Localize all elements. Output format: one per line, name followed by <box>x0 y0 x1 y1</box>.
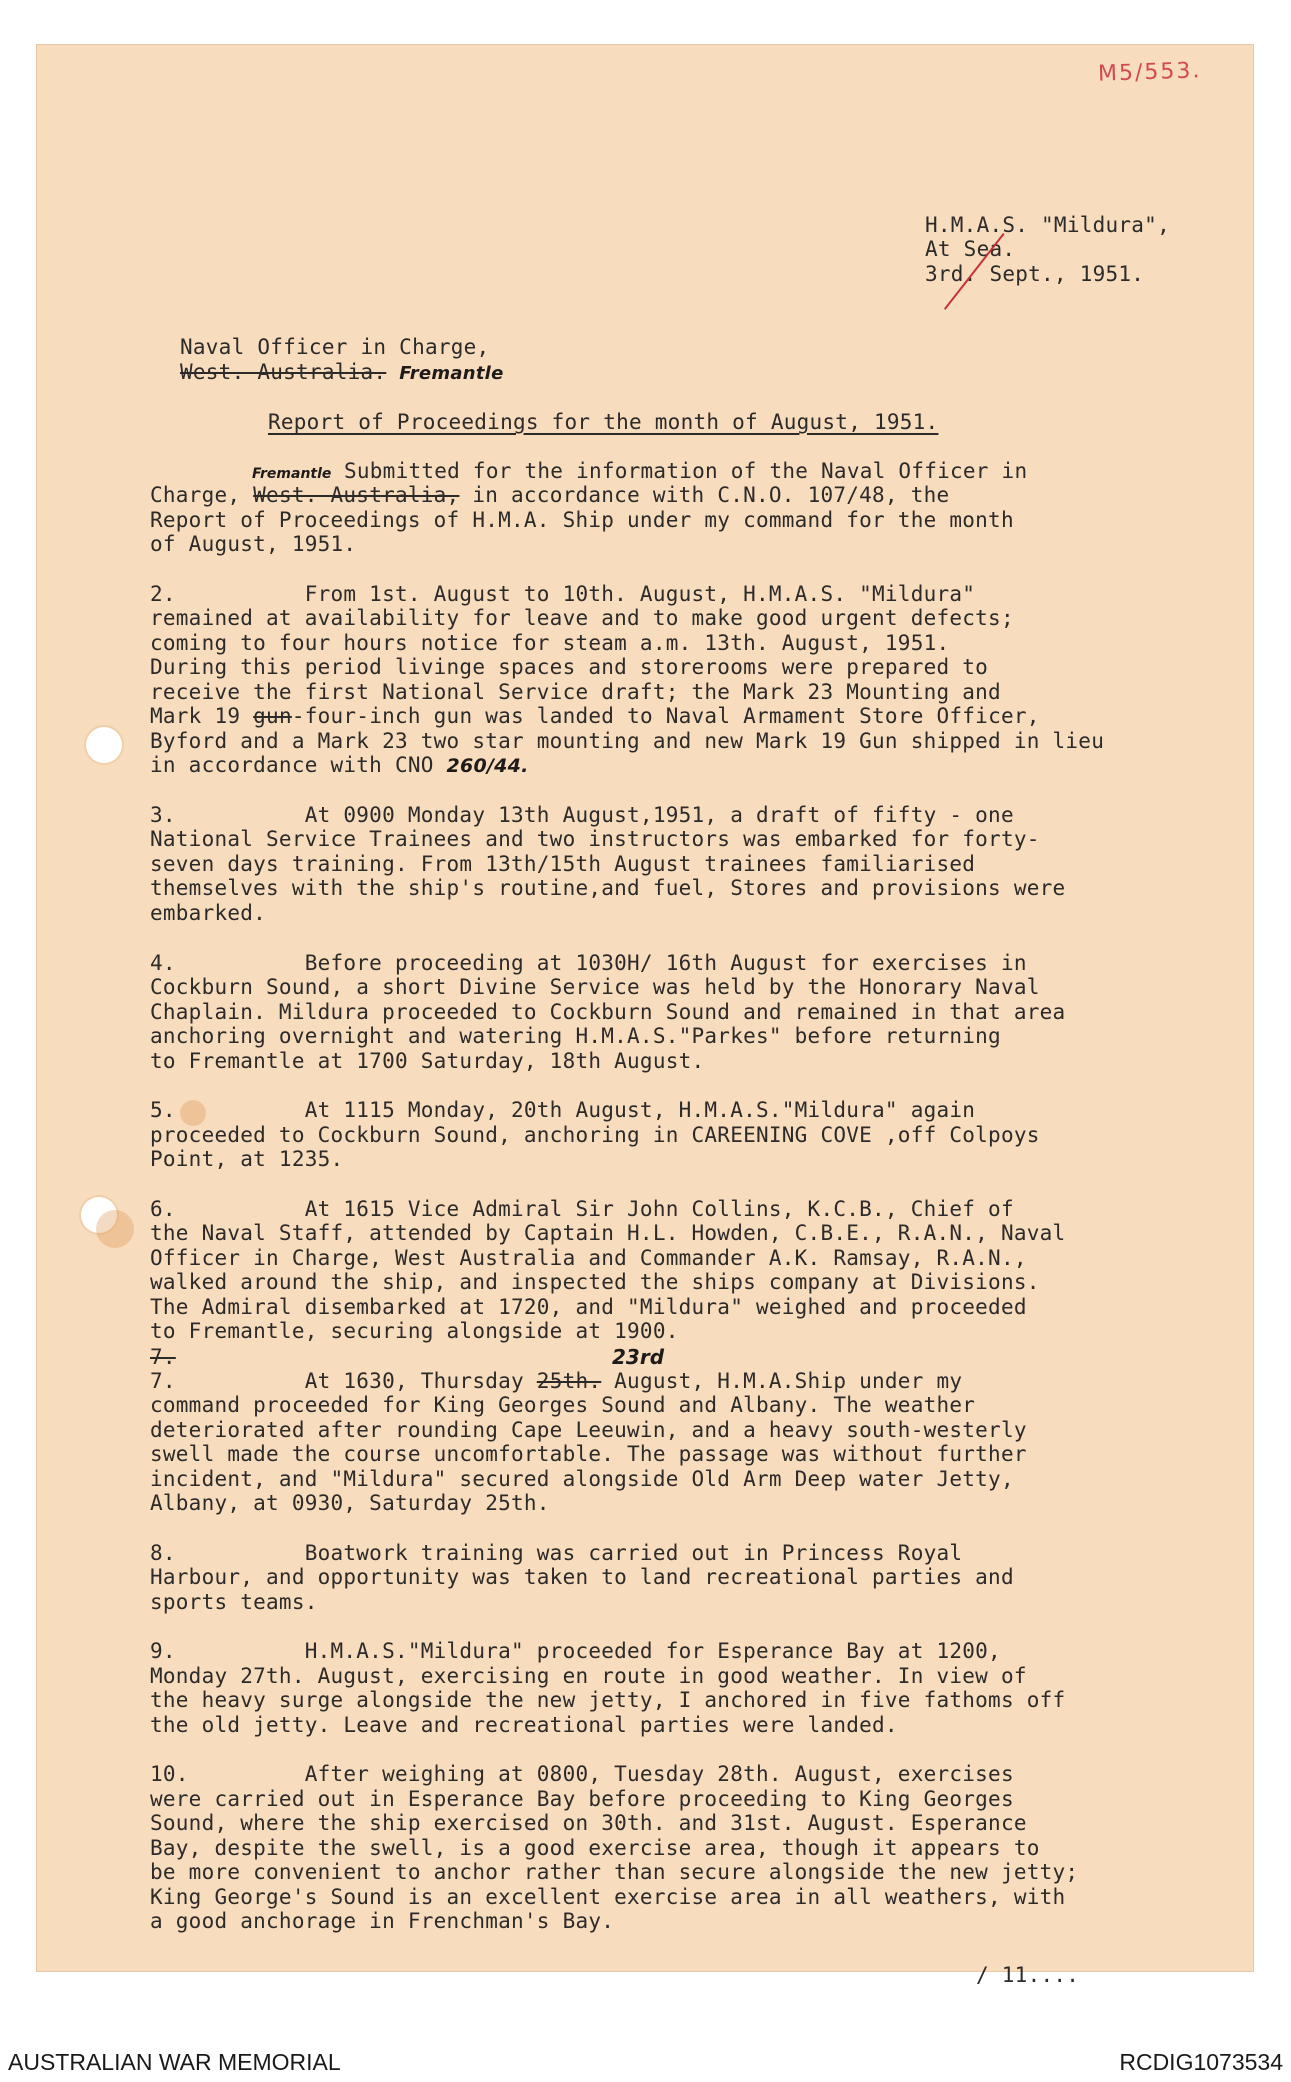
para4-line: Chaplain. Mildura proceeded to Cockburn Sound and remained in that area <box>150 1000 1066 1024</box>
para7-line: incident, and "Mildura" secured alongside Old Arm Deep water Jetty, <box>150 1467 1014 1491</box>
para7-line: deteriorated after rounding Cape Leeuwin, and a heavy south-westerly <box>150 1418 1027 1442</box>
para9-line: 9. H.M.A.S."Mildura" proceeded for Esperance Bay at 1200, <box>150 1639 1001 1663</box>
para2-line: During this period livinge spaces and storerooms were prepared to <box>150 655 989 679</box>
para3-line: National Service Trainees and two instructors was embarked for forty- <box>150 827 1040 851</box>
para6-line: The Admiral disembarked at 1720, and "Mildura" weighed and proceeded <box>150 1295 1027 1319</box>
addressee-location: West. Australia. Fremantle <box>180 360 504 384</box>
archive-reference: M5/553. <box>1097 58 1202 87</box>
para4-line: to Fremantle at 1700 Saturday, 18th August. <box>150 1049 705 1073</box>
para1-line: Charge, West. Australia, in accordance with C.N.O. 107/48, the <box>150 483 950 507</box>
para4-line: 4. Before proceeding at 1030H/ 16th August for exercises in <box>150 951 1027 975</box>
punch-hole <box>86 727 122 763</box>
continuation-marker: / 11.... <box>976 1963 1080 1987</box>
para2-line: Byford and a Mark 23 two star mounting and new Mark 19 Gun shipped in lieu <box>150 729 1105 753</box>
para7-line: 7. At 1630, Thursday 25th. August, H.M.A.Ship under my <box>150 1369 963 1393</box>
struck-paragraph-number: 7. <box>150 1345 176 1369</box>
para1-line: of August, 1951. <box>150 532 357 556</box>
para5-line: 5. At 1115 Monday, 20th August, H.M.A.S."Mildura" again <box>150 1098 976 1122</box>
para3-line: embarked. <box>150 901 267 925</box>
para9-line: the heavy surge alongside the new jetty, I anchored in five fathoms off <box>150 1688 1066 1712</box>
footer-record-id: RCDIG1073534 <box>1119 2049 1283 2075</box>
para10-line: a good anchorage in Frenchman's Bay. <box>150 1909 615 1933</box>
report-title: Report of Proceedings for the month of August, 1951. <box>268 410 939 434</box>
para10-line: King George's Sound is an excellent exercise area in all weathers, with <box>150 1885 1066 1909</box>
handwritten-date: 23rd <box>612 1345 665 1369</box>
para4-line: Cockburn Sound, a short Divine Service was held by the Honorary Naval <box>150 975 1040 999</box>
para6-line: to Fremantle, securing alongside at 1900. <box>150 1319 679 1343</box>
para2-line: in accordance with CNO 260/44. <box>150 753 529 777</box>
para10-line: be more convenient to anchor rather than secure alongside the new jetty; <box>150 1860 1079 1884</box>
location-line: At Sea. <box>925 237 1016 261</box>
para10-line: Sound, where the ship exercised on 30th. and 31st. August. Esperance <box>150 1811 1027 1835</box>
para6-line: walked around the ship, and inspected the ships company at Divisions. <box>150 1270 1040 1294</box>
para9-line: Monday 27th. August, exercising en route in good weather. In view of <box>150 1664 1027 1688</box>
para10-line: were carried out in Esperance Bay before proceeding to King Georges <box>150 1787 1014 1811</box>
handwritten-insert: Fremantle <box>252 466 332 482</box>
ship-name-line: H.M.A.S. "Mildura", <box>925 213 1170 237</box>
para6-line: the Naval Staff, attended by Captain H.L. Howden, C.B.E., R.A.N., Naval <box>150 1221 1066 1245</box>
para2-line: Mark 19 gun-four-inch gun was landed to Naval Armament Store Officer, <box>150 704 1040 728</box>
para7-line: Albany, at 0930, Saturday 25th. <box>150 1491 550 1515</box>
para4-line: anchoring overnight and watering H.M.A.S."Parkes" before returning <box>150 1024 1001 1048</box>
para8-line: 8. Boatwork training was carried out in Princess Royal <box>150 1541 963 1565</box>
stain-mark <box>96 1210 134 1248</box>
para7-line: swell made the course uncomfortable. The passage was without further <box>150 1442 1027 1466</box>
para5-line: Point, at 1235. <box>150 1147 344 1171</box>
para3-line: 3. At 0900 Monday 13th August,1951, a draft of fifty - one <box>150 803 1014 827</box>
para2-line: coming to four hours notice for steam a.m. 13th. August, 1951. <box>150 631 950 655</box>
para10-line: 10. After weighing at 0800, Tuesday 28th. August, exercises <box>150 1762 1014 1786</box>
para10-line: Bay, despite the swell, is a good exercise area, though it appears to <box>150 1836 1040 1860</box>
para9-line: the old jetty. Leave and recreational parties were landed. <box>150 1713 898 1737</box>
date-line: 3rd. Sept., 1951. <box>925 262 1145 286</box>
para2-line: 2. From 1st. August to 10th. August, H.M.A.S. "Mildura" <box>150 582 976 606</box>
para1-line: Report of Proceedings of H.M.A. Ship under my command for the month <box>150 508 1014 532</box>
para5-line: proceeded to Cockburn Sound, anchoring in CAREENING COVE ,off Colpoys <box>150 1123 1040 1147</box>
para6-line: 6. At 1615 Vice Admiral Sir John Collins, K.C.B., Chief of <box>150 1197 1014 1221</box>
para7-line: command proceeded for King Georges Sound and Albany. The weather <box>150 1393 976 1417</box>
para3-line: themselves with the ship's routine,and fuel, Stores and provisions were <box>150 876 1066 900</box>
para8-line: sports teams. <box>150 1590 318 1614</box>
para8-line: Harbour, and opportunity was taken to land recreational parties and <box>150 1565 1014 1589</box>
addressee-title: Naval Officer in Charge, <box>180 335 490 359</box>
para1-line: Submitted for the information of the Naval Officer in <box>344 459 1028 483</box>
para2-line: remained at availability for leave and to make good urgent defects; <box>150 606 1014 630</box>
footer-publisher: AUSTRALIAN WAR MEMORIAL <box>8 2049 341 2075</box>
para6-line: Officer in Charge, West Australia and Commander A.K. Ramsay, R.A.N., <box>150 1246 1027 1270</box>
para2-line: receive the first National Service draft; the Mark 23 Mounting and <box>150 680 1001 704</box>
para3-line: seven days training. From 13th/15th August trainees familiarised <box>150 852 976 876</box>
